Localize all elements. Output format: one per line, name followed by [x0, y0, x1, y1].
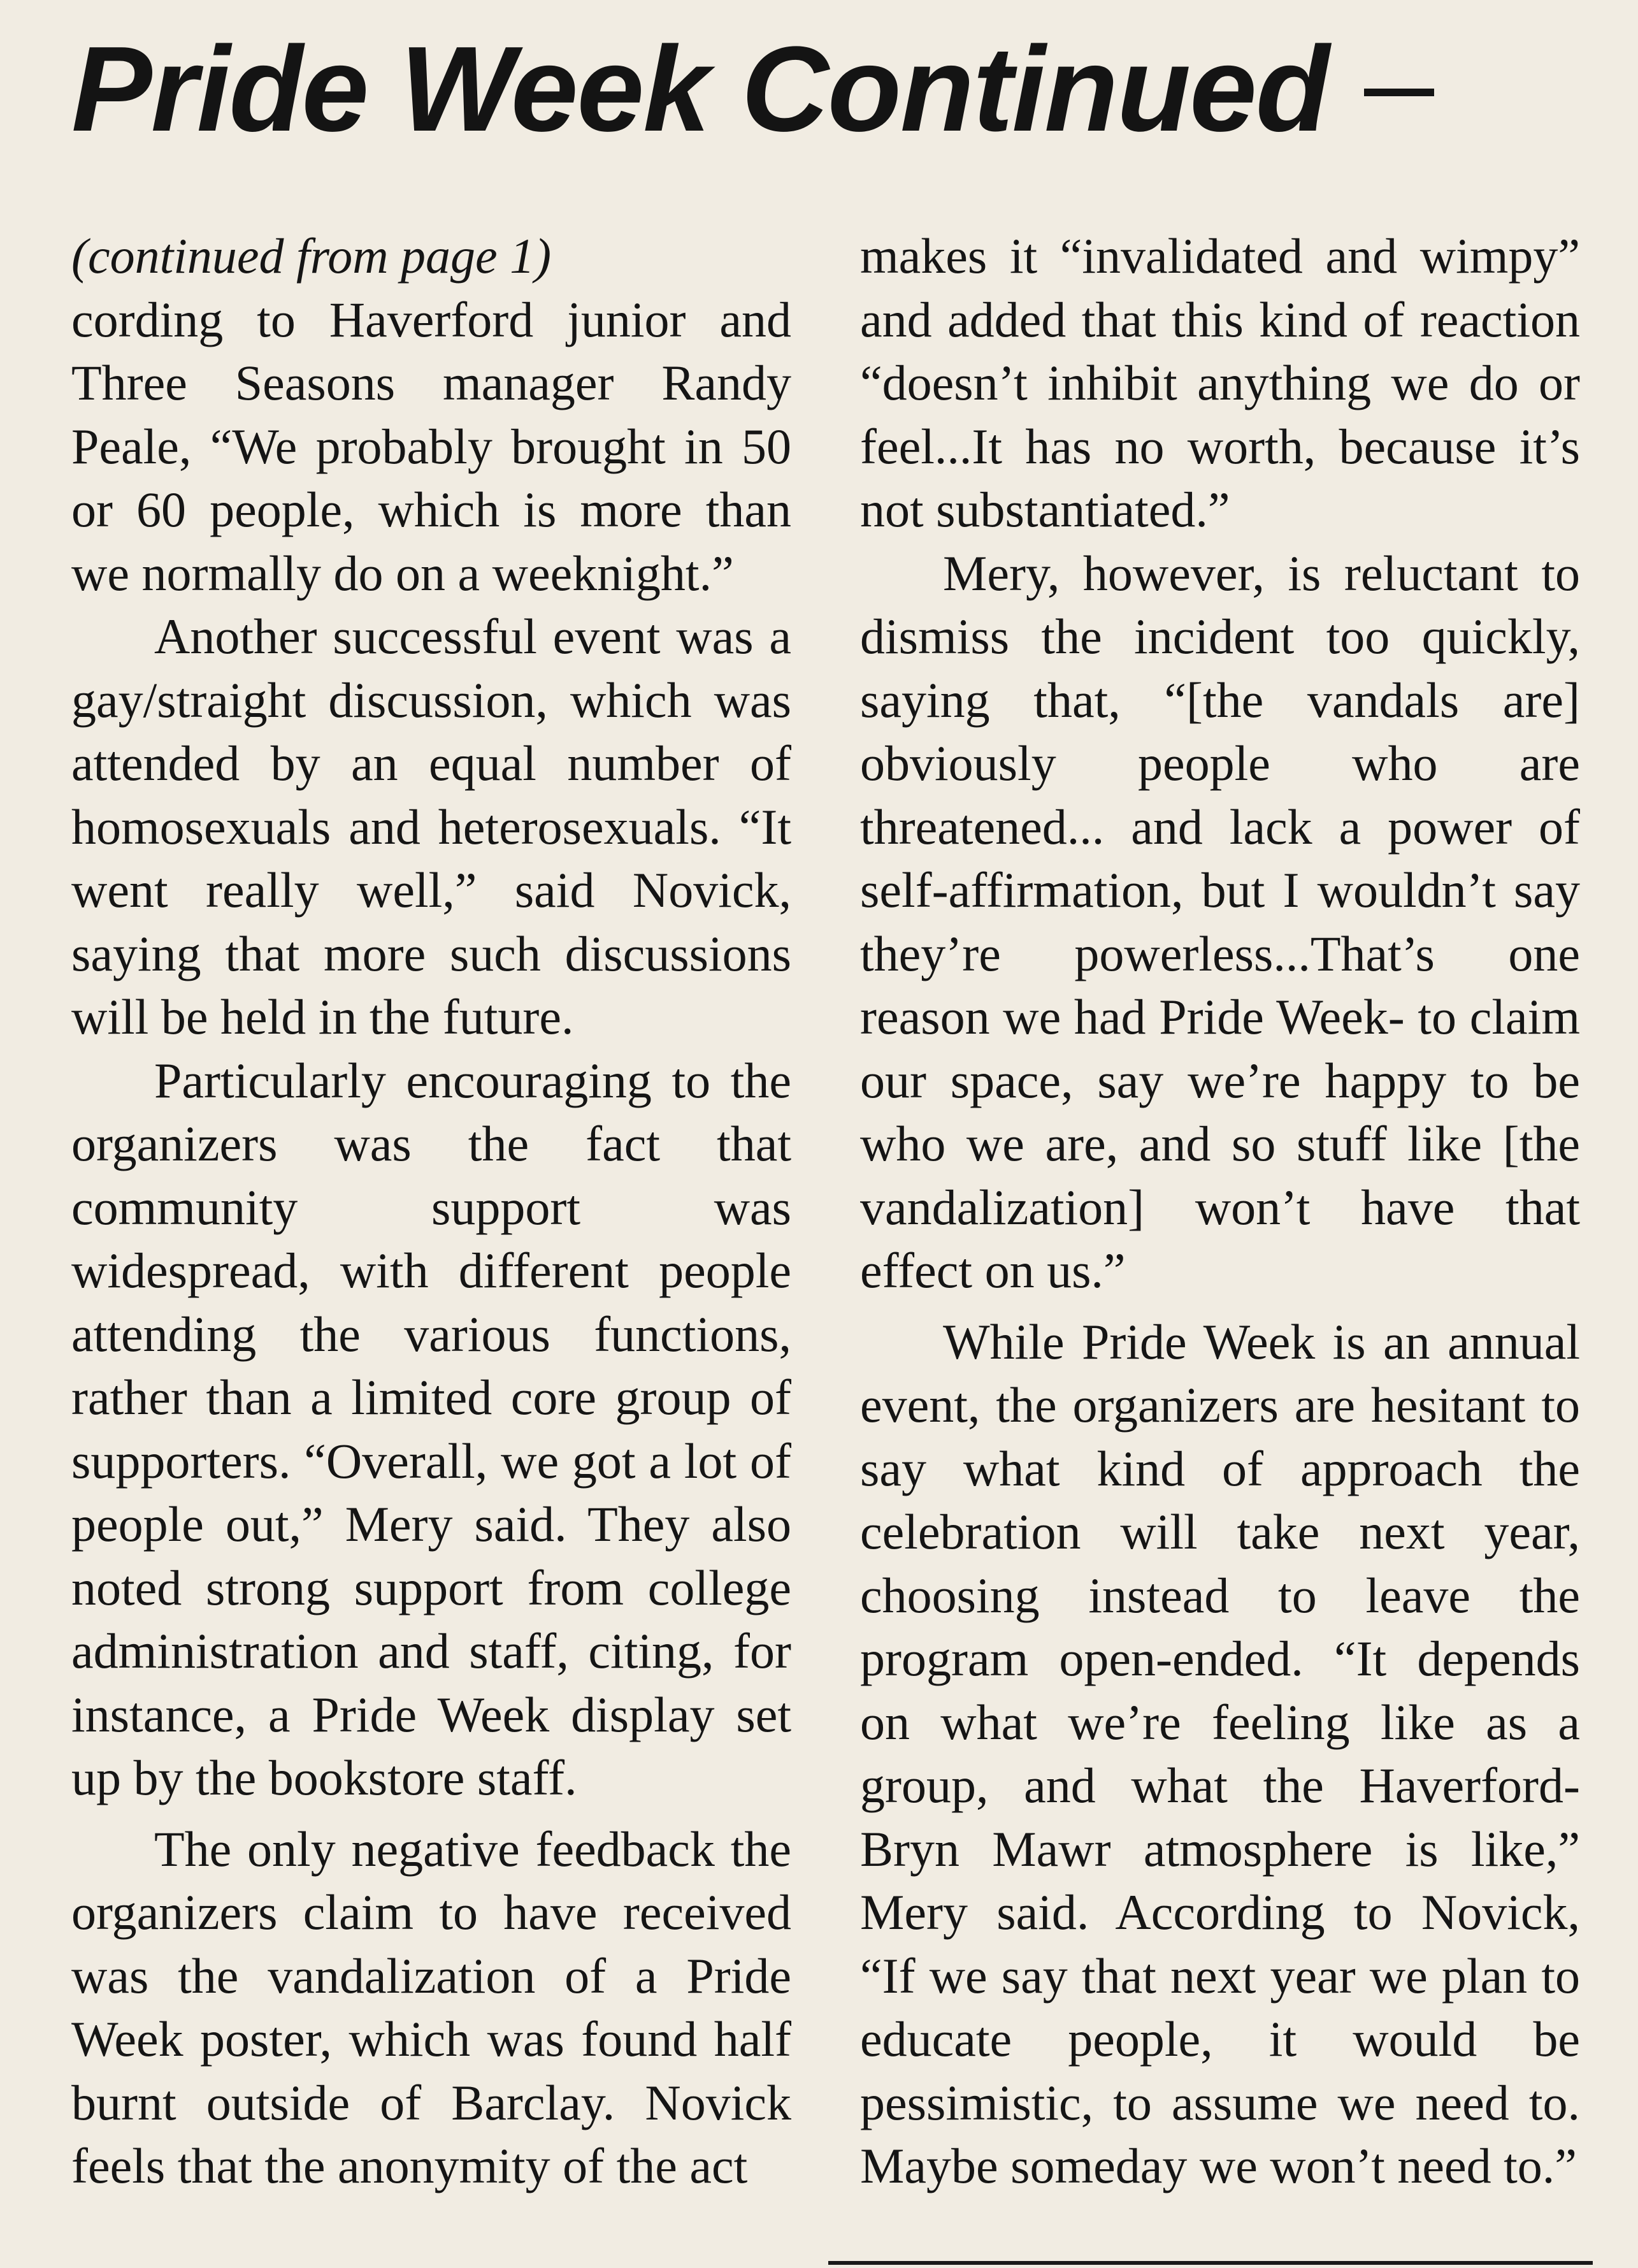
article-paragraph: Mery, however, is reluctant to dismiss the incident too quickly, saying that, “[the vandals are] obviously people who are threatened... and lack a power of self-affirmation, but I wouldn’t say they’re powerless...That’s one reason we had Pride Week- to claim our space, say we’re happy to be who we are, and so stuff like [the vandalization] won’t have that effect on us.”: [860, 545, 1580, 1298]
article-paragraph: makes it “invalidated and wimpy” and added that this kind of reaction “doesn’t inhibit anything we do or feel...It has no worth, because it’s not substantiated.”: [860, 228, 1580, 537]
article-paragraph: Particularly encouraging to the organizers was the fact that community support was widespread, with different people attending the various functions, rather than a limited core group of supporters. “Overall, we got a lot of people out,” Mery said. They also noted strong support from college administration and staff, citing, for instance, a Pride Week display set up by the bookstore staff.: [71, 1052, 791, 1805]
article-paragraph: While Pride Week is an annual event, the organizers are hesitant to say what kind of approach the celebration will take next year, choosing instead to leave the program open-ended. “It depends on what we’re feeling like as a group, and what the Haverford-Bryn Mawr atmosphere is like,” Mery said. According to Novick, “If we say that next year we plan to educate people, it would be pessimistic, to assume we need to. Maybe someday we won’t need to.”: [860, 1313, 1580, 2193]
continued-note: (continued from page 1): [71, 228, 552, 284]
article-paragraph: Another successful event was a gay/straight discussion, which was attended by an equal number of homosexuals and heterosexuals. “It went really well,” said Novick, saying that more such discussions will be held in the future.: [71, 609, 791, 1044]
article-paragraph: The only negative feedback the organizers claim to have received was the vandalization of a Pride Week poster, which was found half burnt outside of Barclay. Novick feels that the anonymity of the act: [71, 1821, 791, 2193]
article-column-left: [71, 224, 791, 2198]
headline: [71, 19, 1588, 159]
article-paragraph: [71, 224, 791, 605]
headline-text: Pride Week Continued: [71, 22, 1328, 157]
headline-dash: [1364, 89, 1434, 96]
article-column-right: [860, 224, 1580, 2198]
paragraph-text: cording to Haverford junior and Three Seasons manager Randy Peale, “We probably brought in 50 or 60 people, which is more than we normally do on a weeknight.”: [71, 291, 791, 601]
bottom-rule: [828, 2261, 1593, 2265]
